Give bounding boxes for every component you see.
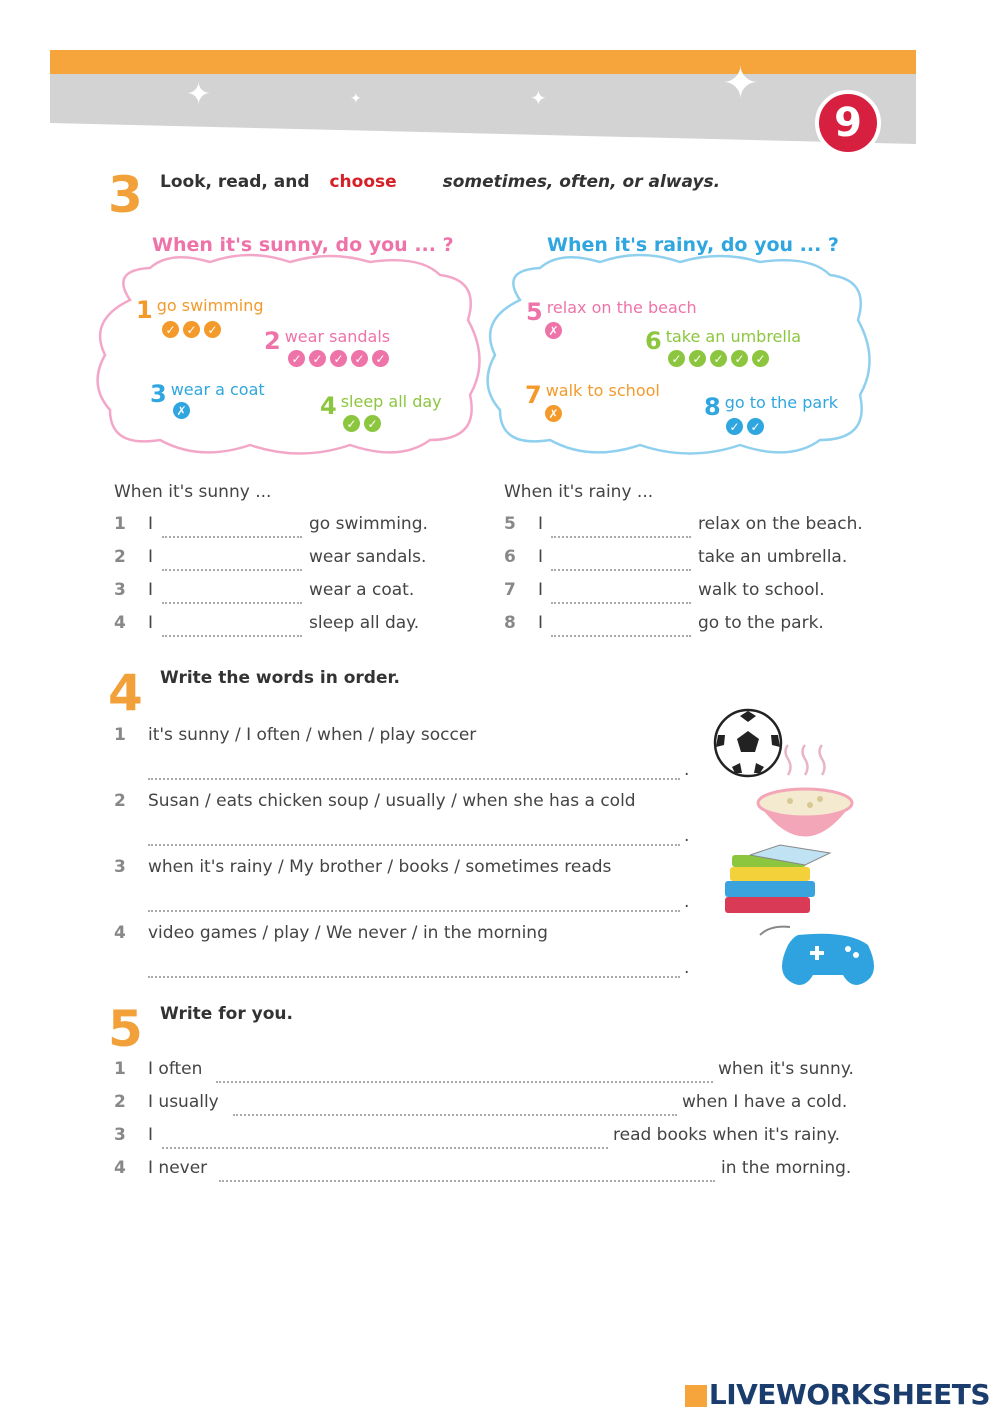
end-period: . xyxy=(684,892,690,912)
check-icon: ✓ xyxy=(364,415,381,432)
item-number: 3 xyxy=(114,857,126,877)
item-number: 4 xyxy=(114,613,126,633)
activity-7-marks xyxy=(545,405,562,422)
activity-text: take an umbrella xyxy=(665,327,802,346)
item-number: 5 xyxy=(504,514,516,534)
activity-number: 2 xyxy=(264,327,281,355)
check-icon: ✓ xyxy=(288,350,305,367)
check-icon: ✓ xyxy=(747,418,764,435)
item-number: 3 xyxy=(114,1125,126,1145)
check-icon: ✓ xyxy=(752,350,769,367)
activity-text: relax on the beach xyxy=(546,298,697,317)
scrambled-words: video games / play / We never / in the morning xyxy=(148,923,548,943)
ex5-answer-line-3[interactable] xyxy=(162,1131,608,1149)
exercise-3-number: 3 xyxy=(108,166,143,224)
activity-8 xyxy=(704,393,838,421)
sparkle-icon: ✦ xyxy=(530,86,547,110)
answer-blank-1[interactable] xyxy=(162,520,302,538)
activity-1 xyxy=(136,296,264,324)
sentence-end: in the morning. xyxy=(721,1158,852,1178)
books-icon xyxy=(725,845,830,913)
exercise-5-instruction: Write for you. xyxy=(160,1004,293,1024)
sentence-start: I often xyxy=(148,1059,203,1079)
sparkle-icon: ✦ xyxy=(722,58,759,109)
item-number: 8 xyxy=(504,613,516,633)
sentence-end: when it's sunny. xyxy=(718,1059,854,1079)
ex4-item-1 xyxy=(114,725,476,745)
check-icon: ✓ xyxy=(689,350,706,367)
sentence-end: when I have a cold. xyxy=(682,1092,848,1112)
sentence-start: I never xyxy=(148,1158,208,1178)
exercise-4-instruction: Write the words in order. xyxy=(160,668,400,688)
check-icon: ✓ xyxy=(204,321,221,338)
ex4-item-2 xyxy=(114,791,636,811)
sentence-start: I usually xyxy=(148,1092,219,1112)
end-period: . xyxy=(684,958,690,978)
item-number: 1 xyxy=(114,1059,126,1079)
activity-number: 1 xyxy=(136,296,153,324)
check-icon: ✓ xyxy=(372,350,389,367)
activity-3 xyxy=(150,380,265,408)
check-icon: ✓ xyxy=(710,350,727,367)
logo-text: LIVEWORKSHEETS xyxy=(708,1378,990,1411)
sentence-6-rest: take an umbrella. xyxy=(698,547,848,567)
liveworksheets-logo[interactable] xyxy=(685,1378,990,1411)
ex4-answer-line-4[interactable] xyxy=(148,962,680,978)
activity-8-marks xyxy=(726,418,764,435)
item-number: 2 xyxy=(114,547,126,567)
end-period: . xyxy=(684,826,690,846)
item-number: 3 xyxy=(114,580,126,600)
answer-blank-8[interactable] xyxy=(551,619,691,637)
check-icon: ✓ xyxy=(162,321,179,338)
sentence-8-rest: go to the park. xyxy=(698,613,824,633)
check-icon: ✓ xyxy=(309,350,326,367)
cloud-frames xyxy=(0,0,1000,480)
subject: I xyxy=(538,580,544,600)
sentence-3 xyxy=(114,580,153,600)
sentence-4 xyxy=(114,613,153,633)
question-rainy: When it's rainy, do you ... ? xyxy=(547,234,839,256)
sentence-7 xyxy=(504,580,543,600)
activity-4-marks xyxy=(343,415,381,432)
sentence-start: I xyxy=(148,1125,154,1145)
subject: I xyxy=(538,613,544,633)
activity-1-marks xyxy=(162,321,221,338)
head-sunny: When it's sunny ... xyxy=(114,482,272,502)
activity-number: 7 xyxy=(525,381,542,409)
activity-text: wear a coat xyxy=(170,380,265,399)
activity-number: 6 xyxy=(645,327,662,355)
sentence-5 xyxy=(504,514,543,534)
item-number: 2 xyxy=(114,791,126,811)
logo-icon xyxy=(685,1385,707,1407)
cross-icon: ✗ xyxy=(545,322,562,339)
sentence-7-rest: walk to school. xyxy=(698,580,825,600)
check-icon: ✓ xyxy=(183,321,200,338)
ex5-answer-line-2[interactable] xyxy=(233,1098,677,1116)
activity-text: go to the park xyxy=(724,393,839,412)
instruction-text: Look, read, and xyxy=(160,172,310,192)
ex4-answer-line-3[interactable] xyxy=(148,896,680,912)
scrambled-words: when it's rainy / My brother / books / sometimes reads xyxy=(148,857,612,877)
sentence-end: read books when it's rainy. xyxy=(613,1125,840,1145)
cross-icon: ✗ xyxy=(545,405,562,422)
check-icon: ✓ xyxy=(330,350,347,367)
ex5-item-4 xyxy=(114,1158,207,1178)
activity-text: wear sandals xyxy=(284,327,391,346)
sentence-5-rest: relax on the beach. xyxy=(698,514,863,534)
item-number: 2 xyxy=(114,1092,126,1112)
ex4-item-3 xyxy=(114,857,611,877)
subject: I xyxy=(148,613,154,633)
check-icon: ✓ xyxy=(731,350,748,367)
sparkle-icon: ✦ xyxy=(350,91,362,107)
sentence-6 xyxy=(504,547,543,567)
sentence-4-rest: sleep all day. xyxy=(309,613,420,633)
head-rainy: When it's rainy ... xyxy=(504,482,654,502)
sentence-8 xyxy=(504,613,543,633)
check-icon: ✓ xyxy=(668,350,685,367)
ex5-answer-line-4[interactable] xyxy=(219,1164,715,1182)
ex5-answer-line-1[interactable] xyxy=(216,1065,713,1083)
sentence-2-rest: wear sandals. xyxy=(309,547,427,567)
sentence-3-rest: wear a coat. xyxy=(309,580,415,600)
activity-text: sleep all day xyxy=(340,392,442,411)
activity-number: 4 xyxy=(320,392,337,420)
subject: I xyxy=(538,514,544,534)
sentence-1 xyxy=(114,514,153,534)
activity-2-marks xyxy=(288,350,389,367)
answer-blank-5[interactable] xyxy=(551,520,691,538)
ex4-answer-line-1[interactable] xyxy=(148,764,680,780)
subject: I xyxy=(148,580,154,600)
item-number: 7 xyxy=(504,580,516,600)
item-number: 6 xyxy=(504,547,516,567)
subject: I xyxy=(148,547,154,567)
answer-blank-3[interactable] xyxy=(162,586,302,604)
game-controller-icon xyxy=(760,927,874,985)
check-icon: ✓ xyxy=(343,415,360,432)
unit-number-badge: 9 xyxy=(815,90,881,156)
item-number: 4 xyxy=(114,1158,126,1178)
instruction-options: sometimes, often, or always. xyxy=(442,172,721,192)
answer-blank-6[interactable] xyxy=(551,553,691,571)
scrambled-words: it's sunny / I often / when / play soccer xyxy=(148,725,477,745)
activity-3-marks xyxy=(173,402,190,419)
ex5-item-2 xyxy=(114,1092,219,1112)
answer-blank-2[interactable] xyxy=(162,553,302,571)
activity-number: 3 xyxy=(150,380,167,408)
activity-text: go swimming xyxy=(156,296,264,315)
soccer-ball-icon xyxy=(715,710,781,776)
check-icon: ✓ xyxy=(726,418,743,435)
sentence-2 xyxy=(114,547,153,567)
activity-6-marks xyxy=(668,350,769,367)
choose-word[interactable]: choose xyxy=(329,172,397,192)
item-number: 1 xyxy=(114,514,126,534)
ex4-answer-line-2[interactable] xyxy=(148,830,680,846)
answer-blank-4[interactable] xyxy=(162,619,302,637)
subject: I xyxy=(538,547,544,567)
activity-5-marks xyxy=(545,322,562,339)
ex5-item-3 xyxy=(114,1125,153,1145)
scrambled-words: Susan / eats chicken soup / usually / when she has a cold xyxy=(148,791,636,811)
end-period: . xyxy=(684,760,690,780)
item-number: 1 xyxy=(114,725,126,745)
activity-number: 8 xyxy=(704,393,721,421)
cross-icon: ✗ xyxy=(173,402,190,419)
question-sunny: When it's sunny, do you ... ? xyxy=(152,234,454,256)
illustrations xyxy=(710,705,880,1005)
exercise-4-number: 4 xyxy=(108,664,143,722)
sentence-1-rest: go swimming. xyxy=(309,514,428,534)
subject: I xyxy=(148,514,154,534)
ex4-item-4 xyxy=(114,923,548,943)
check-icon: ✓ xyxy=(351,350,368,367)
activity-number: 5 xyxy=(526,298,543,326)
item-number: 4 xyxy=(114,923,126,943)
exercise-5-number: 5 xyxy=(108,1000,143,1058)
activity-text: walk to school xyxy=(545,381,660,400)
ex5-item-1 xyxy=(114,1059,202,1079)
sparkle-icon: ✦ xyxy=(186,77,212,112)
answer-blank-7[interactable] xyxy=(551,586,691,604)
